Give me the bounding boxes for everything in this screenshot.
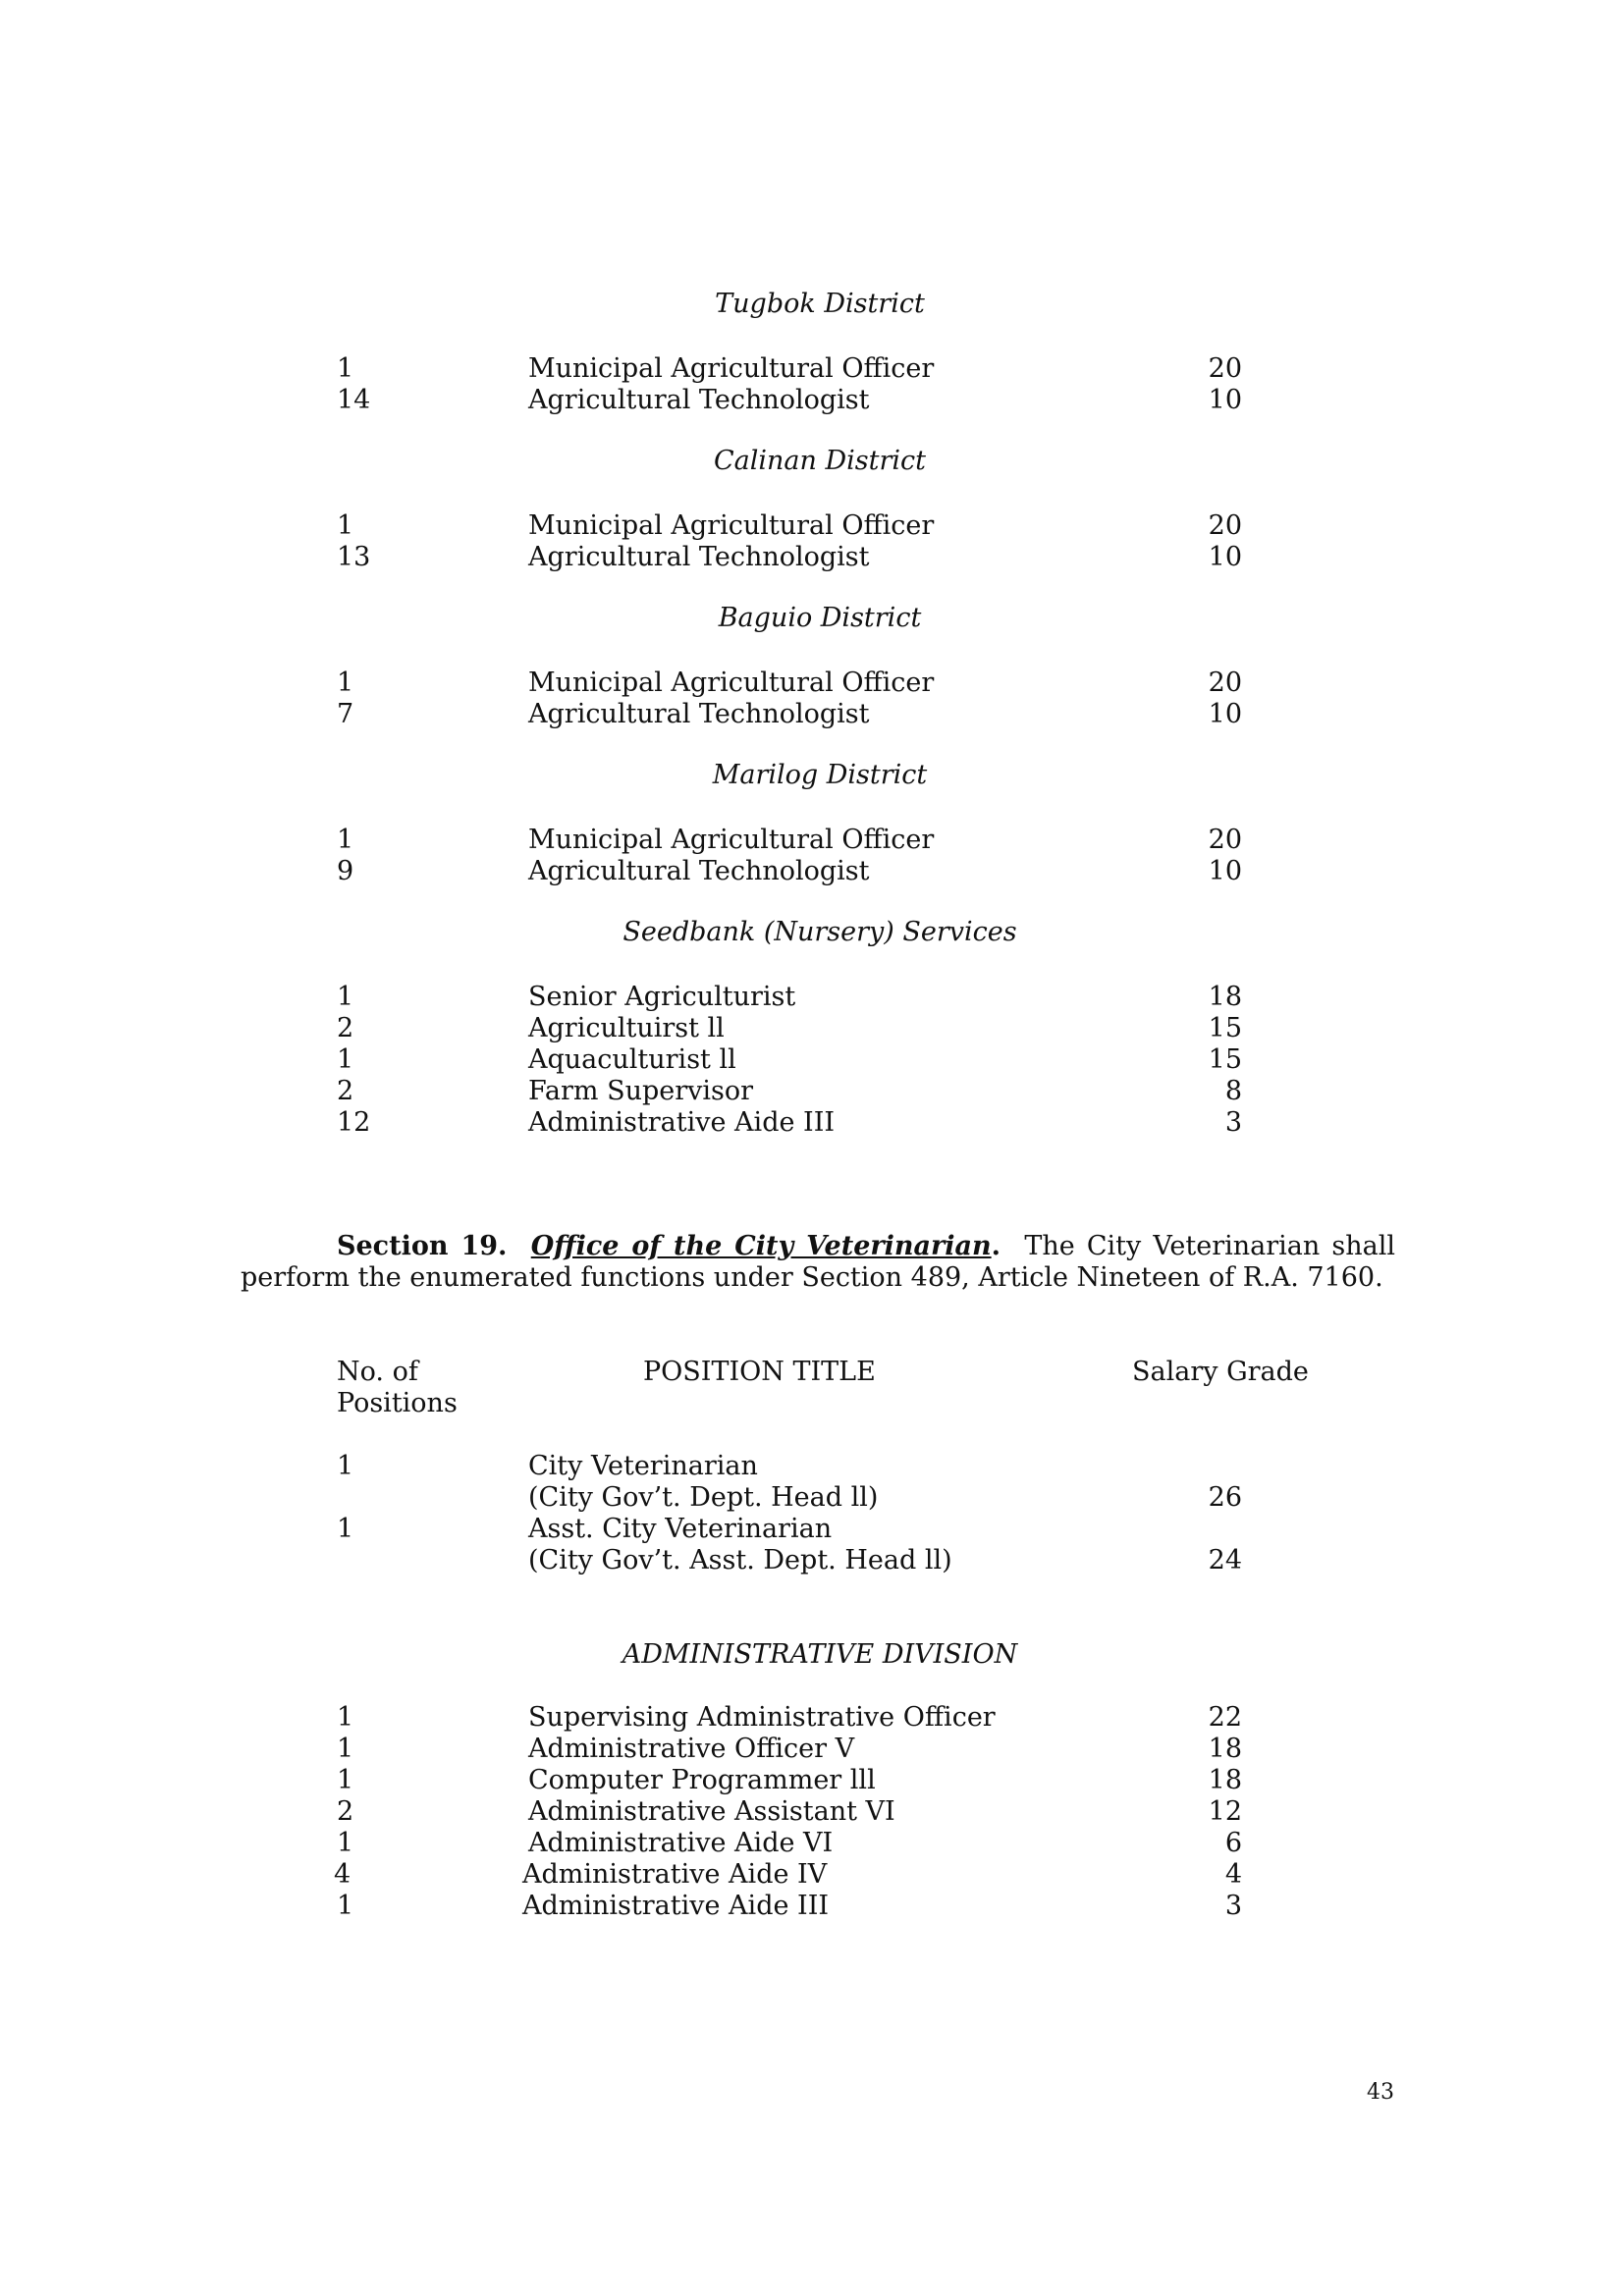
salary-grade: 20 — [1208, 667, 1242, 698]
salary-grade: 12 — [1208, 1796, 1242, 1827]
salary-grade: 20 — [1208, 353, 1242, 384]
position-count: 9 — [337, 856, 354, 886]
position-title: Municipal Agricultural Officer — [528, 667, 935, 698]
position-count: 1 — [337, 1514, 354, 1544]
position-title: Administrative Aide III — [528, 1107, 836, 1138]
position-title: Agricultural Technologist — [528, 385, 870, 415]
position-count: 1 — [337, 1702, 354, 1733]
position-count: 13 — [337, 542, 371, 572]
salary-grade: 18 — [1208, 982, 1242, 1012]
section-paragraph-line1 — [337, 1231, 1395, 1262]
salary-grade: 3 — [1224, 1107, 1242, 1138]
salary-grade: 20 — [1208, 825, 1242, 855]
column-header-title: POSITION TITLE — [643, 1357, 876, 1387]
salary-grade: 6 — [1224, 1828, 1242, 1858]
position-title: Agricultural Technologist — [528, 542, 870, 572]
position-title: Administrative Aide III — [522, 1891, 830, 1921]
salary-grade: 20 — [1208, 510, 1242, 541]
position-count: 1 — [337, 353, 354, 384]
salary-grade: 18 — [1208, 1734, 1242, 1764]
position-title: Administrative Assistant VI — [528, 1796, 895, 1827]
column-header-count-line2: Positions — [337, 1388, 458, 1418]
position-title: Administrative Aide VI — [528, 1828, 834, 1858]
section-paragraph-line2: perform the enumerated functions under Section 489, Article Nineteen of R.A. 7160. — [241, 1262, 1383, 1293]
column-header-count: No. of — [337, 1357, 418, 1387]
position-count: 2 — [337, 1076, 354, 1106]
position-title: Agricultural Technologist — [528, 699, 870, 729]
column-header-grade: Salary Grade — [1132, 1357, 1309, 1387]
position-title: City Veterinarian — [528, 1451, 758, 1481]
salary-grade: 15 — [1208, 1044, 1242, 1075]
position-title: Municipal Agricultural Officer — [528, 353, 935, 384]
salary-grade: 26 — [1208, 1482, 1242, 1513]
position-count: 1 — [337, 1451, 354, 1481]
salary-grade: 10 — [1208, 699, 1242, 729]
salary-grade: 22 — [1208, 1702, 1242, 1733]
position-title: Computer Programmer lll — [528, 1765, 876, 1795]
section-period: . — [991, 1231, 1001, 1261]
position-title-detail: (City Gov’t. Asst. Dept. Head ll) — [528, 1545, 952, 1575]
position-count: 12 — [337, 1107, 371, 1138]
position-count: 7 — [337, 699, 354, 729]
district-heading: Tugbok District — [715, 289, 925, 319]
salary-grade: 10 — [1208, 856, 1242, 886]
position-title: Administrative Aide IV — [522, 1859, 828, 1890]
position-count: 2 — [337, 1796, 354, 1827]
division-heading: ADMINISTRATIVE DIVISION — [622, 1639, 1018, 1670]
district-heading: Baguio District — [718, 603, 922, 633]
position-title: Agricultural Technologist — [528, 856, 870, 886]
position-count: 14 — [337, 385, 371, 415]
position-count: 1 — [337, 667, 354, 698]
salary-grade: 10 — [1208, 542, 1242, 572]
position-count: 2 — [337, 1013, 354, 1043]
salary-grade: 3 — [1224, 1891, 1242, 1921]
position-count: 1 — [337, 825, 354, 855]
position-count: 1 — [337, 510, 354, 541]
position-count: 1 — [337, 1765, 354, 1795]
position-count: 1 — [337, 1734, 354, 1764]
position-title: Agricultuirst ll — [528, 1013, 725, 1043]
district-heading: Seedbank (Nursery) Services — [622, 917, 1017, 947]
salary-grade: 24 — [1208, 1545, 1242, 1575]
position-title: Municipal Agricultural Officer — [528, 510, 935, 541]
salary-grade: 4 — [1224, 1859, 1242, 1890]
page-number: 43 — [1367, 2080, 1394, 2105]
district-heading: Marilog District — [712, 760, 928, 790]
section-text: The City Veterinarian shall — [1024, 1231, 1396, 1261]
position-title: Municipal Agricultural Officer — [528, 825, 935, 855]
position-title: Administrative Officer V — [528, 1734, 855, 1764]
salary-grade: 10 — [1208, 385, 1242, 415]
salary-grade: 8 — [1224, 1076, 1242, 1106]
section-label: Section 19. — [337, 1231, 508, 1261]
position-title: Asst. City Veterinarian — [528, 1514, 833, 1544]
position-title: Aquaculturist ll — [528, 1044, 736, 1075]
position-title: Farm Supervisor — [528, 1076, 754, 1106]
salary-grade: 15 — [1208, 1013, 1242, 1043]
position-title: Supervising Administrative Officer — [528, 1702, 996, 1733]
office-name: Office of the City Veterinarian — [530, 1231, 992, 1261]
position-title-detail: (City Gov’t. Dept. Head ll) — [528, 1482, 879, 1513]
position-count: 1 — [337, 1044, 354, 1075]
district-heading: Calinan District — [714, 446, 926, 476]
salary-grade: 18 — [1208, 1765, 1242, 1795]
position-count: 1 — [337, 1891, 354, 1921]
position-count: 4 — [334, 1859, 352, 1890]
position-count: 1 — [337, 982, 354, 1012]
position-title: Senior Agriculturist — [528, 982, 796, 1012]
position-count: 1 — [337, 1828, 354, 1858]
